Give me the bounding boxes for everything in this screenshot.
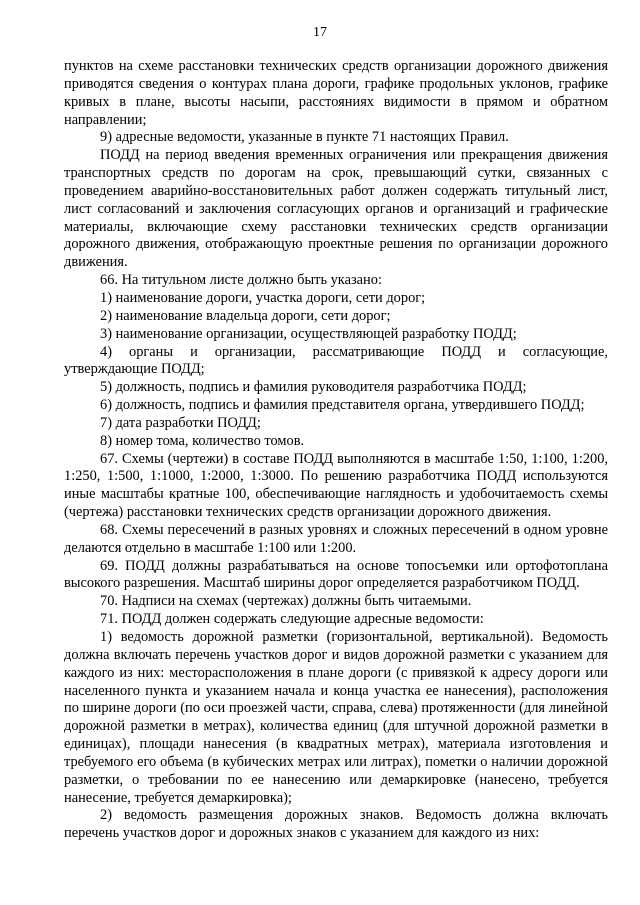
paragraph-66-item-7: 7) дата разработки ПОДД;	[100, 414, 261, 431]
paragraph-66-item-5: 5) должность, подпись и фамилия руководителя разработчика ПОДД;	[100, 379, 527, 396]
paragraph-66-item-4: 4) органы и организации, рассматривающие ПОДД и согласующие, утверждающие ПОДД;	[64, 343, 608, 378]
paragraph-66-item-1: 1) наименование дороги, участка дороги, сети дорог;	[100, 289, 426, 306]
paragraph-66-item-8: 8) номер тома, количество томов.	[100, 432, 305, 449]
paragraph-temporary-restrictions: ПОДД на период введения временных ограничения или прекращения движения транспортных средств по дорогам на срок, превышающий сутки, связанных с проведением аварийно-восстановительных работ должен содержать титульный лист, лист согласований и заключения согласующих органов и организаций и графические материалы, включающие схему расстановки технических средств организации дорожного движения, отображающую проектные решения по организации дорожного движения.	[64, 147, 608, 271]
paragraph-71: 71. ПОДД должен содержать следующие адресные ведомости:	[100, 611, 484, 628]
paragraph-71-item-2: 2) ведомость размещения дорожных знаков. Ведомость должна включать перечень участков дорог и дорожных знаков с указанием для каждого из них:	[64, 807, 608, 842]
paragraph-continuation: пунктов на схеме расстановки технических средств организации дорожного движения приводятся сведения о контурах плана дороги, графике продольных уклонов, графике кривых в плане, высоты насыпи, расстояниях видимости в прямом и обратном направлении;	[64, 58, 608, 128]
paragraph-item-9: 9) адресные ведомости, указанные в пункте 71 настоящих Правил.	[100, 129, 509, 146]
page-number: 17	[313, 25, 327, 40]
paragraph-66-item-2: 2) наименование владельца дороги, сети дорог;	[100, 307, 391, 324]
paragraph-66-item-3: 3) наименование организации, осуществляющей разработку ПОДД;	[100, 325, 517, 342]
paragraph-69: 69. ПОДД должны разрабатываться на основе топосъемки или ортофотоплана высокого разрешения. Масштаб ширины дорог определяется разработчиком ПОДД.	[64, 557, 608, 592]
paragraph-71-item-1: 1) ведомость дорожной разметки (горизонтальной, вертикальной). Ведомость должна включать перечень участков дорог и видов дорожной разметки с указанием для каждого из них: месторасположения в плане дороги (с привязкой к адресу дороги или населенного пункта и указанием начала и конца участка ее нанесения), расположения по ширине дороги (по оси проезжей части, справа, слева) протяженности (для линейной дорожной разметки в метрах), количества единиц (для штучной дорожной разметки в единицах), площади нанесения (в квадратных метрах), материала изготовления и требуемого его объема (в кубических метрах или литрах), пометки о наличии дорожной разметки, о требовании по ее нанесению или демаркировке (нанесено, требуется нанесение, требуется демаркировка);	[64, 629, 608, 806]
document-body	[64, 58, 608, 843]
paragraph-66: 66. На титульном листе должно быть указано:	[100, 272, 382, 289]
paragraph-66-item-6: 6) должность, подпись и фамилия представителя органа, утвердившего ПОДД;	[100, 397, 585, 414]
paragraph-70: 70. Надписи на схемах (чертежах) должны быть читаемыми.	[100, 593, 472, 610]
paragraph-68: 68. Схемы пересечений в разных уровнях и сложных пересечений в одном уровне делаются отдельно в масштабе 1:100 или 1:200.	[64, 521, 608, 556]
paragraph-67: 67. Схемы (чертежи) в составе ПОДД выполняются в масштабе 1:50, 1:100, 1:200, 1:250, 1:500, 1:1000, 1:2000, 1:3000. По решению разработчика ПОДД используются иные масштабы кратные 100, обеспечивающие наглядность и удобочитаемость схемы (чертежа) расстановки технических средств организации дорожного движения.	[64, 450, 608, 521]
